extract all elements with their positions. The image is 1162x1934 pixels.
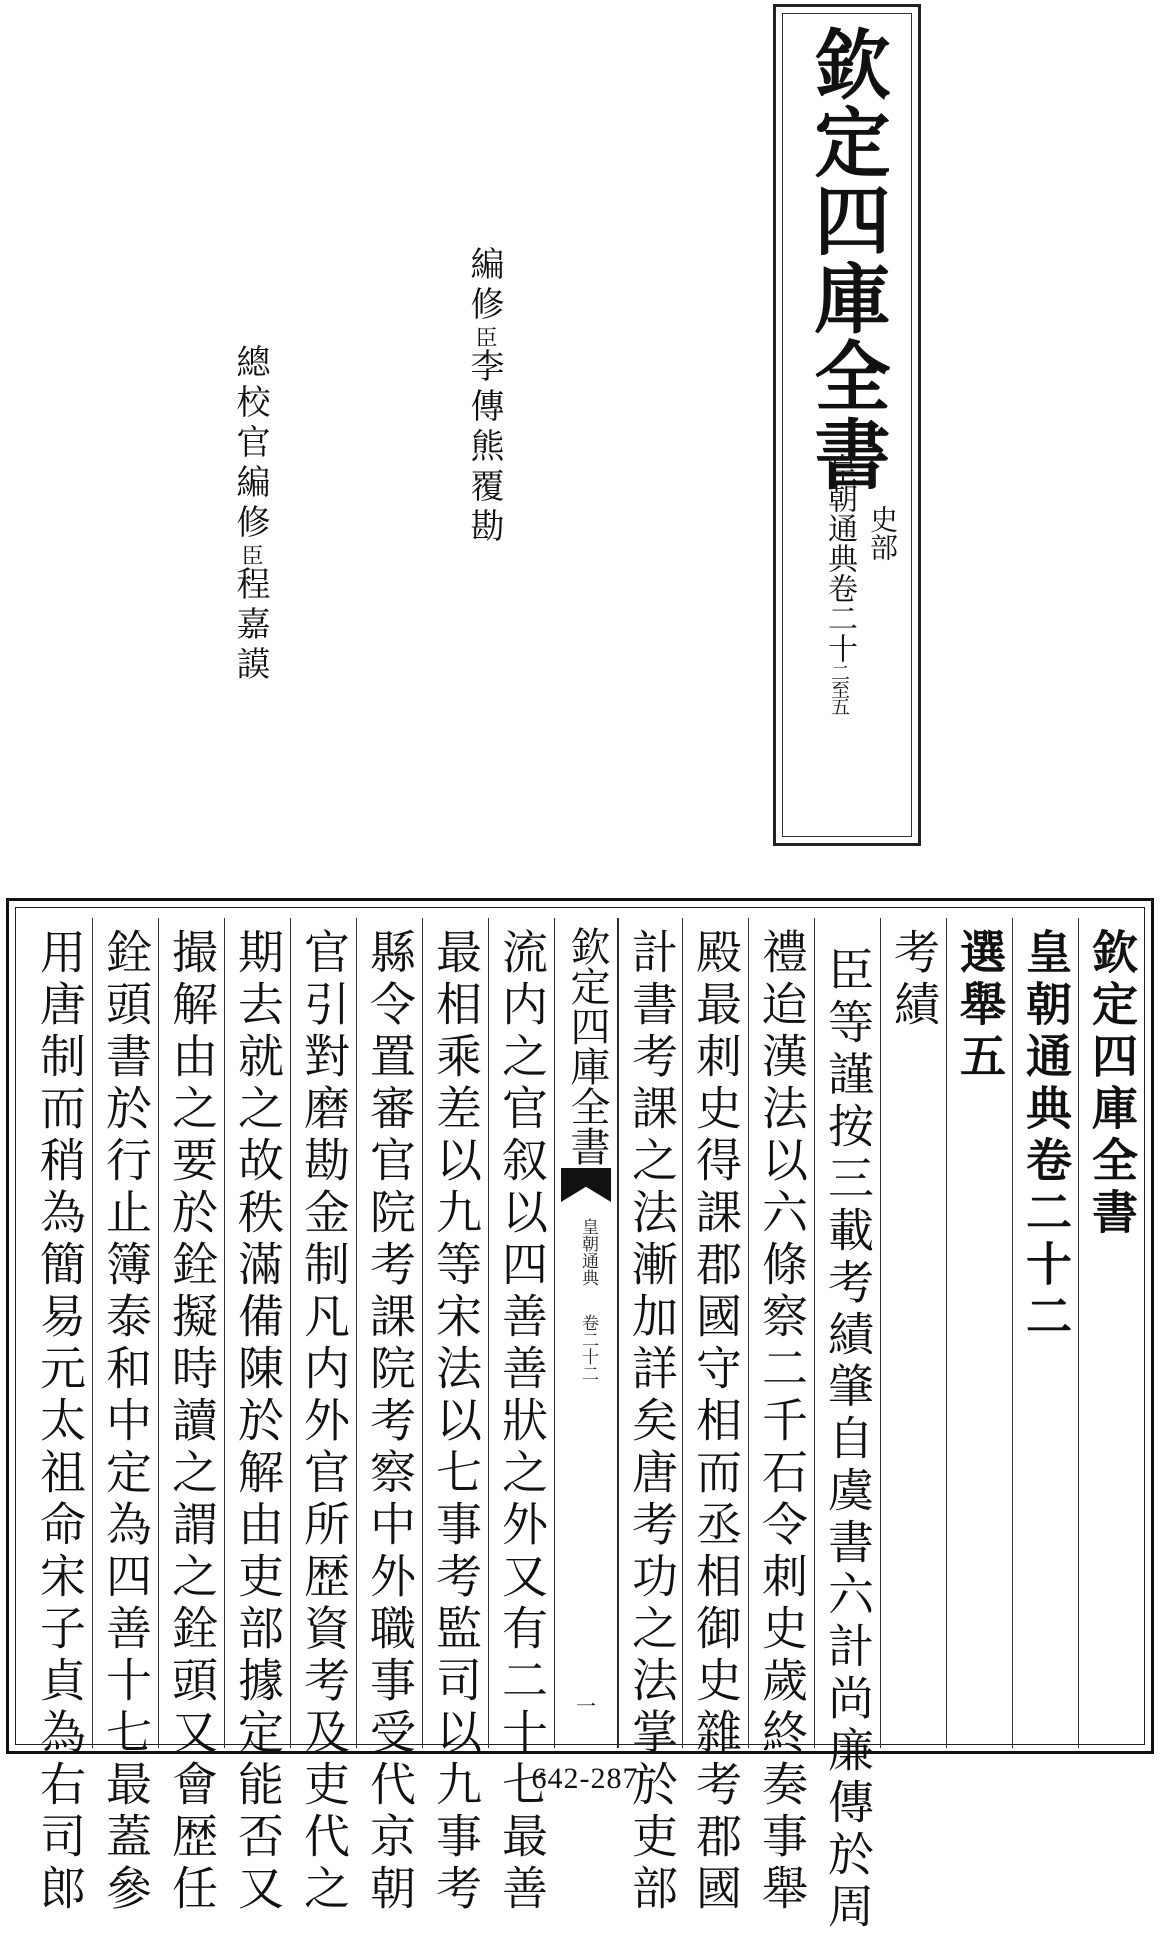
text-column — [618, 918, 684, 1916]
fish-tail-mark — [561, 1168, 611, 1202]
fold-volume: 卷二十二 — [578, 1314, 598, 1382]
credit-editor-title: 臣 — [472, 326, 497, 348]
slip-volume-main: 皇朝通典卷二十 — [822, 453, 857, 663]
column-text: 臣等謹按三載考績肇自虞書六計尚廉傳於周 — [821, 946, 875, 1934]
text-column — [682, 918, 748, 1916]
text-column — [26, 918, 92, 1916]
column-text: 縣令置審官院考課院考察中外職事受代京朝 — [363, 928, 417, 1916]
slip-category: 史部 — [866, 505, 899, 561]
slip-volume — [820, 453, 858, 714]
column-text: 用唐制而稍為簡易元太祖命宋子貞為右司郎 — [33, 928, 87, 1916]
credit-editor-role: 編修 — [464, 246, 504, 326]
text-column — [814, 918, 880, 1934]
column-text: 銓頭書於行止簿泰和中定為四善十七最蓋參 — [99, 928, 153, 1916]
page-number: 642-287 — [531, 1762, 639, 1795]
credit-chief — [230, 344, 270, 704]
text-column — [1078, 918, 1144, 1748]
text-column — [224, 918, 290, 1916]
column-text: 考績 — [887, 928, 941, 1032]
text-column — [748, 918, 814, 1916]
column-text: 期去就之故秩滿備陳於解由吏部據定能否又 — [231, 928, 285, 1916]
page-fold — [554, 918, 618, 1748]
fold-leaf-number: 一 — [576, 1694, 596, 1718]
slip-volume-end: 五 — [828, 697, 850, 714]
column-text: 流内之官叙以四善善狀之外又有二十七最善 — [495, 928, 549, 1916]
fold-book-name: 皇朝通典 — [578, 1218, 598, 1286]
column-text: 皇朝通典卷二十二 — [1019, 928, 1073, 1344]
text-column — [92, 918, 158, 1916]
column-text: 選舉五 — [953, 928, 1007, 1084]
column-text: 欽定四庫全書 — [1085, 928, 1139, 1240]
column-text: 禮迨漢法以六條察二千石令刺史歲終奏事舉 — [755, 928, 809, 1916]
credit-editor-names: 李傳熊覆勘 — [464, 348, 504, 548]
text-column — [946, 918, 1012, 1748]
column-text: 撮解由之要於銓擬時讀之謂之銓頭又會歴任 — [165, 928, 219, 1916]
credit-editor — [464, 246, 504, 566]
text-column — [356, 918, 422, 1916]
title-slip — [773, 4, 921, 846]
text-column — [422, 918, 488, 1916]
text-column — [1012, 918, 1078, 1748]
credit-chief-title: 臣 — [238, 544, 263, 566]
column-text: 官引對磨勘金制凡内外官所歴資考及吏代之 — [297, 928, 351, 1916]
text-column — [290, 918, 356, 1916]
slip-volume-range: 二至 — [828, 663, 850, 697]
text-column — [488, 918, 554, 1916]
credit-chief-role: 總校官編修 — [230, 344, 270, 544]
column-text: 最相乘差以九等宋法以七事考監司以九事考 — [429, 928, 483, 1916]
column-text: 計書考課之法漸加詳矣唐考功之法掌於吏部 — [625, 928, 679, 1916]
text-column — [880, 918, 946, 1748]
text-column — [158, 918, 224, 1916]
credit-chief-name: 程嘉謨 — [230, 566, 270, 686]
fold-title: 欽定四庫全書 — [564, 926, 610, 1166]
column-text: 殿最刺史得課郡國守相而丞相御史雜考郡國 — [689, 928, 743, 1916]
slip-title: 欽定四庫全書 — [802, 25, 891, 493]
